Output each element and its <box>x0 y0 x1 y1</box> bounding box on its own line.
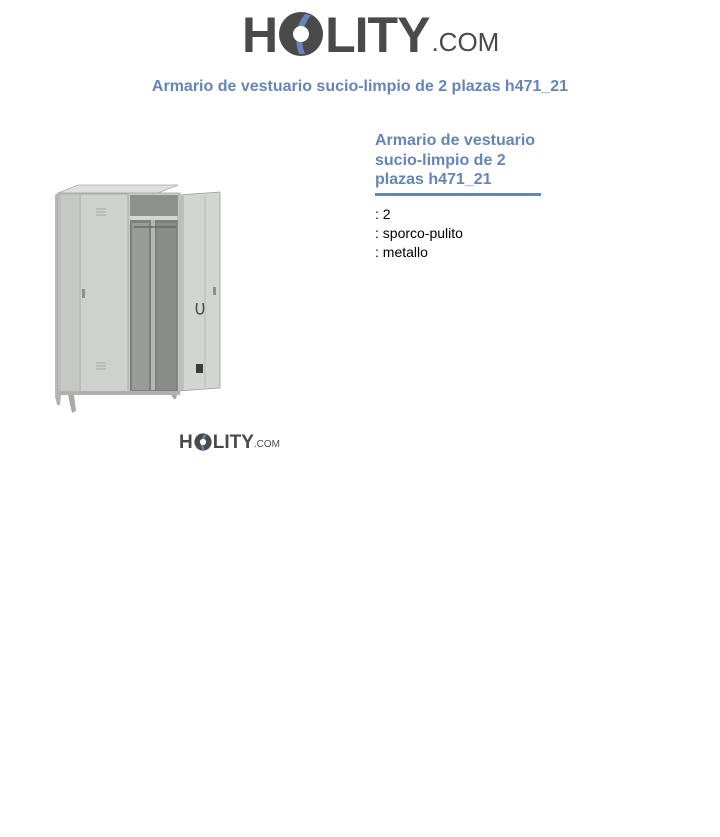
product-heading: Armario de vestuario sucio-limpio de 2 plazas h471_21 <box>375 132 536 188</box>
watermark-letter-h: H <box>179 432 193 453</box>
watermark-letters-lity: LITY <box>212 432 254 453</box>
product-image <box>50 183 230 418</box>
product-specs <box>375 205 463 262</box>
image-watermark-logo <box>179 433 280 452</box>
logo-o-icon <box>278 11 324 57</box>
locker-cabinet-illustration <box>50 183 230 418</box>
logo-letters-lity: LITY <box>325 7 430 63</box>
spec-item: : sporco-pulito <box>375 225 463 241</box>
logo-tld: .COM <box>431 27 500 57</box>
watermark-tld: .COM <box>253 439 281 450</box>
spec-item: : 2 <box>375 206 391 222</box>
spec-item: : metallo <box>375 244 428 260</box>
heading-divider <box>375 193 541 196</box>
page-title: Armario de vestuario sucio-limpio de 2 plazas h471_21 <box>151 78 569 95</box>
logo-letter-h: H <box>242 7 278 63</box>
holity-logo <box>242 7 500 63</box>
watermark-o-icon <box>194 433 212 451</box>
